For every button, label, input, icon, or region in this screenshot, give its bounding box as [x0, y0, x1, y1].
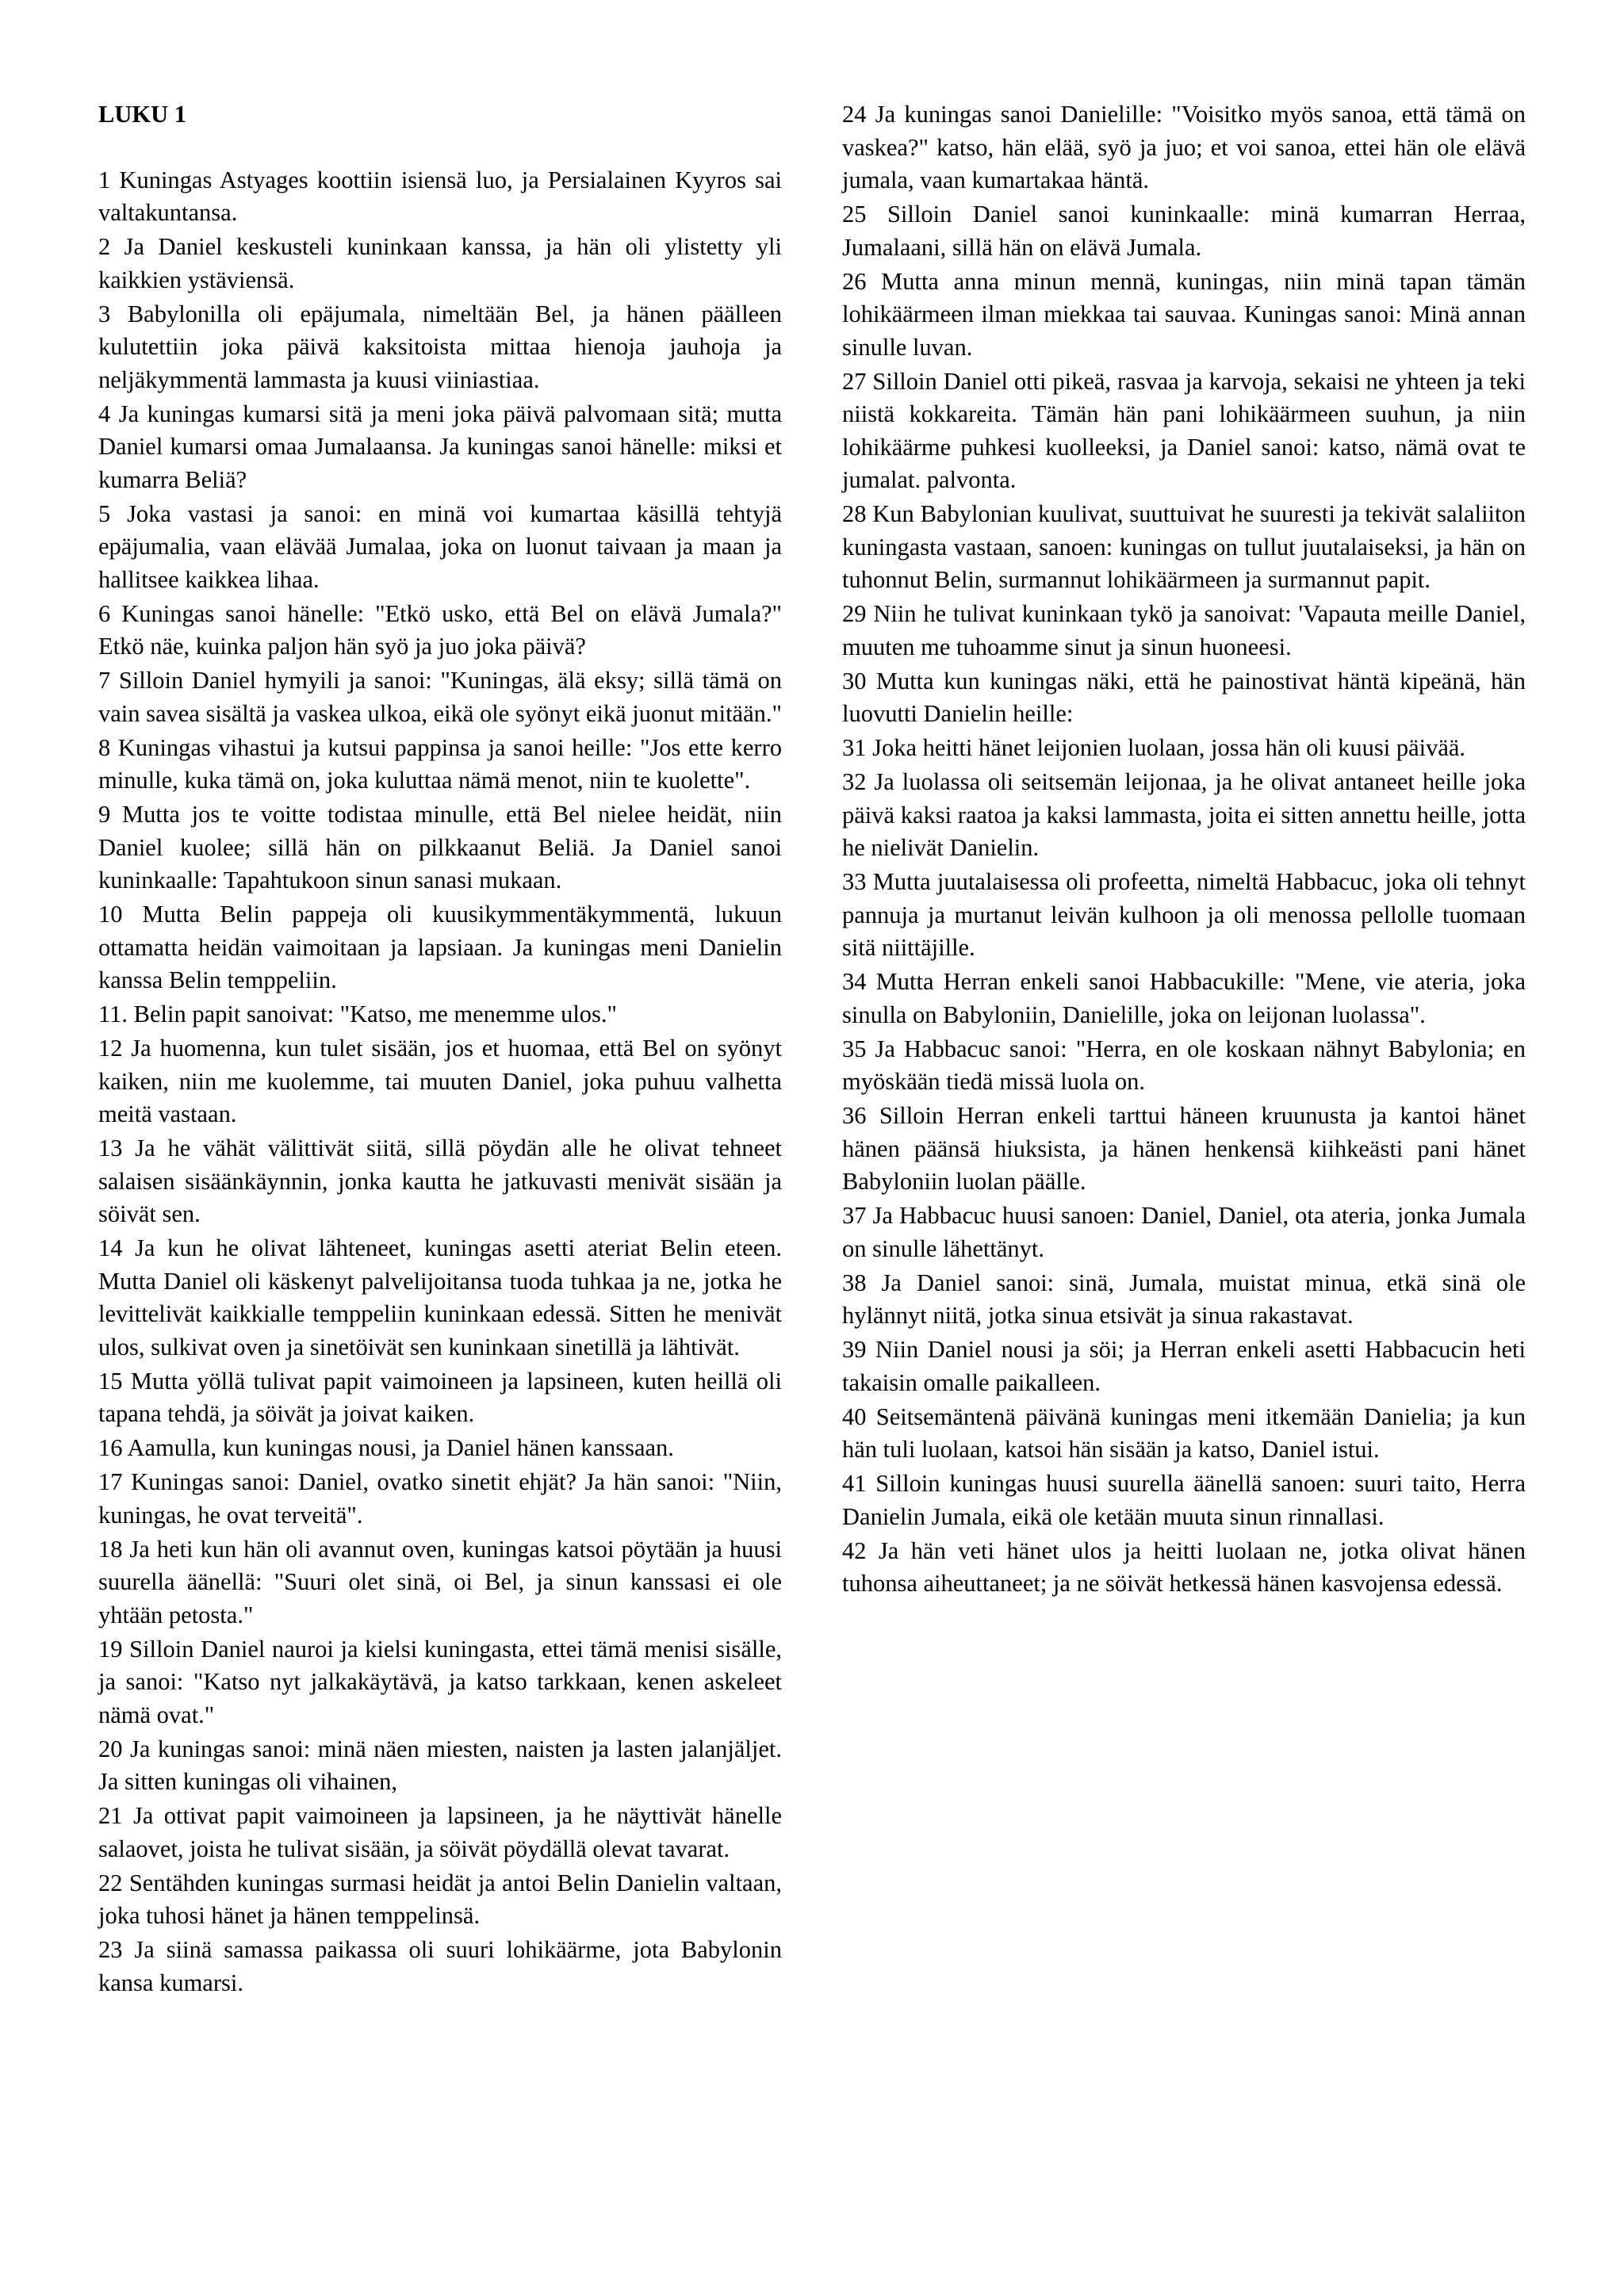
- verse-4: 4 Ja kuningas kumarsi sitä ja meni joka päivä palvomaan sitä; mutta Daniel kumarsi omaa Jumalaansa. Ja kuningas sanoi hänelle: miksi et kumarra Beliä?: [98, 400, 782, 493]
- verse-34: 34 Mutta Herran enkeli sanoi Habbacukille: "Mene, vie ateria, joka sinulla on Babyloniin, Danielille, joka on leijonan luolassa".: [842, 968, 1526, 1028]
- verse-38: 38 Ja Daniel sanoi: sinä, Jumala, muistat minua, etkä sinä ole hylännyt niitä, jotka sinua etsivät ja sinua rakastavat.: [842, 1269, 1526, 1329]
- verse-11: 11. Belin papit sanoivat: "Katso, me menemme ulos.": [98, 1001, 617, 1027]
- left-column: [98, 98, 782, 2001]
- verse-31: 31 Joka heitti hänet leijonien luolaan, jossa hän oli kuusi päivää.: [842, 734, 1466, 761]
- verse-28: 28 Kun Babylonian kuulivat, suuttuivat he suuresti ja tekivät salaliiton kuningasta vastaan, sanoen: kuningas on tullut juutalaiseksi, ja hän on tuhonnut Belin, surmannut lohikäärmeen ja surmannut papit.: [842, 500, 1526, 593]
- verse-21: 21 Ja ottivat papit vaimoineen ja lapsineen, ja he näyttivät hänelle salaovet, joista he tulivat sisään, ja söivät pöydällä olevat tavarat.: [98, 1802, 782, 1862]
- verse-2: 2 Ja Daniel keskusteli kuninkaan kanssa, ja hän oli ylistetty yli kaikkien ystäviensä.: [98, 233, 782, 293]
- verse-1: 1 Kuningas Astyages koottiin isiensä luo, ja Persialainen Kyyros sai valtakuntansa.: [98, 166, 782, 226]
- verse-19: 19 Silloin Daniel nauroi ja kielsi kuningasta, ettei tämä menisi sisälle, ja sanoi: "Katso nyt jalkakäytävä, ja katso tarkkaan, kenen askeleet nämä ovat.": [98, 1635, 782, 1728]
- verse-9: 9 Mutta jos te voitte todistaa minulle, että Bel nielee heidät, niin Daniel kuolee; sillä hän on pilkkaanut Beliä. Ja Daniel sanoi kuninkaalle: Tapahtukoon sinun sanasi mukaan.: [98, 801, 782, 894]
- verse-7: 7 Silloin Daniel hymyili ja sanoi: "Kuningas, älä eksy; sillä tämä on vain savea sisältä ja vaskea ulkoa, eikä ole syönyt eikä juonut mitään.": [98, 667, 782, 727]
- verse-32: 32 Ja luolassa oli seitsemän leijonaa, ja he olivat antaneet heille joka päivä kaksi raatoa ja kaksi lammasta, joita ei sitten annettu heille, jotta he nielivät Danielin.: [842, 768, 1526, 861]
- verse-42: 42 Ja hän veti hänet ulos ja heitti luolaan ne, jotka olivat hänen tuhonsa aiheuttaneet; ja ne söivät hetkessä hänen kasvojensa edessä.: [842, 1536, 1526, 1597]
- verse-36: 36 Silloin Herran enkeli tarttui häneen kruunusta ja kantoi hänet hänen päänsä hiuksista, ja hänen henkensä kiihkeästi pani hänet Babyloniin luolan päälle.: [842, 1102, 1526, 1195]
- verse-17: 17 Kuningas sanoi: Daniel, ovatko sinetit ehjät? Ja hän sanoi: "Niin, kuningas, he ovat terveitä".: [98, 1468, 782, 1529]
- verse-5: 5 Joka vastasi ja sanoi: en minä voi kumartaa käsillä tehtyjä epäjumalia, vaan elävää Jumalaa, joka on luonut taivaan ja maan ja hallitsee kaikkea lihaa.: [98, 499, 782, 593]
- verse-35: 35 Ja Habbacuc sanoi: "Herra, en ole koskaan nähnyt Babylonia; en myöskään tiedä missä luola on.: [842, 1035, 1526, 1095]
- verse-18: 18 Ja heti kun hän oli avannut oven, kuningas katsoi pöytään ja huusi suurella äänellä: "Suuri olet sinä, oi Bel, ja sinun kanssasi ei ole yhtään petosta.": [98, 1535, 782, 1628]
- verse-25: 25 Silloin Daniel sanoi kuninkaalle: minä kumarran Herraa, Jumalaani, sillä hän on elävä Jumala.: [842, 201, 1526, 261]
- right-column: [842, 98, 1526, 1601]
- verse-16: 16 Aamulla, kun kuningas nousi, ja Daniel hänen kanssaan.: [98, 1434, 674, 1461]
- verse-40: 40 Seitsemäntenä päivänä kuningas meni itkemään Danielia; ja kun hän tuli luolaan, katsoi hän sisään ja katso, Daniel istui.: [842, 1402, 1526, 1463]
- verse-27: 27 Silloin Daniel otti pikeä, rasvaa ja karvoja, sekaisi ne yhteen ja teki niistä kokkareita. Tämän hän pani lohikäärmeen suuhun, ja niin lohikäärme puhkesi kuolleeksi, ja Daniel sanoi: katso, nämä ovat te jumalat. palvonta.: [842, 367, 1526, 493]
- verse-24: 24 Ja kuningas sanoi Danielille: "Voisitko myös sanoa, että tämä on vaskea?" katso, hän elää, syö ja juo; et voi sanoa, ettei hän ole elävä jumala, vaan kumartakaa häntä.: [842, 101, 1526, 193]
- verse-12: 12 Ja huomenna, kun tulet sisään, jos et huomaa, että Bel on syönyt kaiken, niin me kuolemme, tai muuten Daniel, joka puhuu valhetta meitä vastaan.: [98, 1035, 782, 1127]
- verse-10: 10 Mutta Belin pappeja oli kuusikymmentäkymmentä, lukuun ottamatta heidän vaimoitaan ja lapsiaan. Ja kuningas meni Danielin kanssa Belin temppeliin.: [98, 901, 782, 993]
- verse-39: 39 Niin Daniel nousi ja söi; ja Herran enkeli asetti Habbacucin heti takaisin omalle paikalleen.: [842, 1336, 1526, 1396]
- verse-8: 8 Kuningas vihastui ja kutsui pappinsa ja sanoi heille: "Jos ette kerro minulle, kuka tämä on, joka kuluttaa nämä menot, niin te kuolette".: [98, 733, 782, 794]
- verse-14: 14 Ja kun he olivat lähteneet, kuningas asetti ateriat Belin eteen. Mutta Daniel oli käskenyt palvelijoitansa tuoda tuhkaa ja ne, jotka he levittelivät kaikkialle temppeliin kuninkaan edessä. Sitten he menivät ulos, sulkivat oven ja sinetöivät sen kuninkaan sinetillä ja lähtivät.: [98, 1234, 782, 1360]
- verse-33: 33 Mutta juutalaisessa oli profeetta, nimeltä Habbacuc, joka oli tehnyt pannuja ja murtanut leivän kulhoon ja oli menossa pellolle tuomaan sitä niittäjille.: [842, 868, 1526, 961]
- verse-20: 20 Ja kuningas sanoi: minä näen miesten, naisten ja lasten jalanjäljet. Ja sitten kuningas oli vihainen,: [98, 1735, 782, 1795]
- verse-37: 37 Ja Habbacuc huusi sanoen: Daniel, Daniel, ota ateria, jonka Jumala on sinulle lähettänyt.: [842, 1202, 1526, 1262]
- verse-22: 22 Sentähden kuningas surmasi heidät ja antoi Belin Danielin valtaan, joka tuhosi hänet ja hänen temppelinsä.: [98, 1869, 782, 1929]
- verse-3: 3 Babylonilla oli epäjumala, nimeltään Bel, ja hänen päälleen kulutettiin joka päivä kaksitoista mittaa hienoja jauhoja ja neljäkymmentä lammasta ja kuusi viiniastiaa.: [98, 300, 782, 393]
- verse-23: 23 Ja siinä samassa paikassa oli suuri lohikäärme, jota Babylonin kansa kumarsi.: [98, 1936, 782, 1996]
- verse-13: 13 Ja he vähät välittivät siitä, sillä pöydän alle he olivat tehneet salaisen sisäänkäynnin, jonka kautta he jatkuvasti menivät sisään ja söivät sen.: [98, 1135, 782, 1227]
- verse-26: 26 Mutta anna minun mennä, kuningas, niin minä tapan tämän lohikäärmeen ilman miekkaa tai sauvaa. Kuningas sanoi: Minä annan sinulle luvan.: [842, 267, 1526, 361]
- verse-15: 15 Mutta yöllä tulivat papit vaimoineen ja lapsineen, kuten heillä oli tapana tehdä, ja söivät ja joivat kaiken.: [98, 1367, 782, 1427]
- verse-29: 29 Niin he tulivat kuninkaan tykö ja sanoivat: 'Vapauta meille Daniel, muuten me tuhoamme sinut ja sinun huoneesi.: [842, 600, 1526, 660]
- chapter-heading: LUKU 1: [98, 101, 186, 128]
- verse-6: 6 Kuningas sanoi hänelle: "Etkö usko, että Bel on elävä Jumala?" Etkö näe, kuinka paljon hän syö ja juo joka päivä?: [98, 599, 782, 660]
- verse-30: 30 Mutta kun kuningas näki, että he painostivat häntä kipeänä, hän luovutti Danielin heille:: [842, 667, 1526, 727]
- verse-41: 41 Silloin kuningas huusi suurella äänellä sanoen: suuri taito, Herra Danielin Jumala, eikä ole ketään muuta sinun rinnallasi.: [842, 1470, 1526, 1530]
